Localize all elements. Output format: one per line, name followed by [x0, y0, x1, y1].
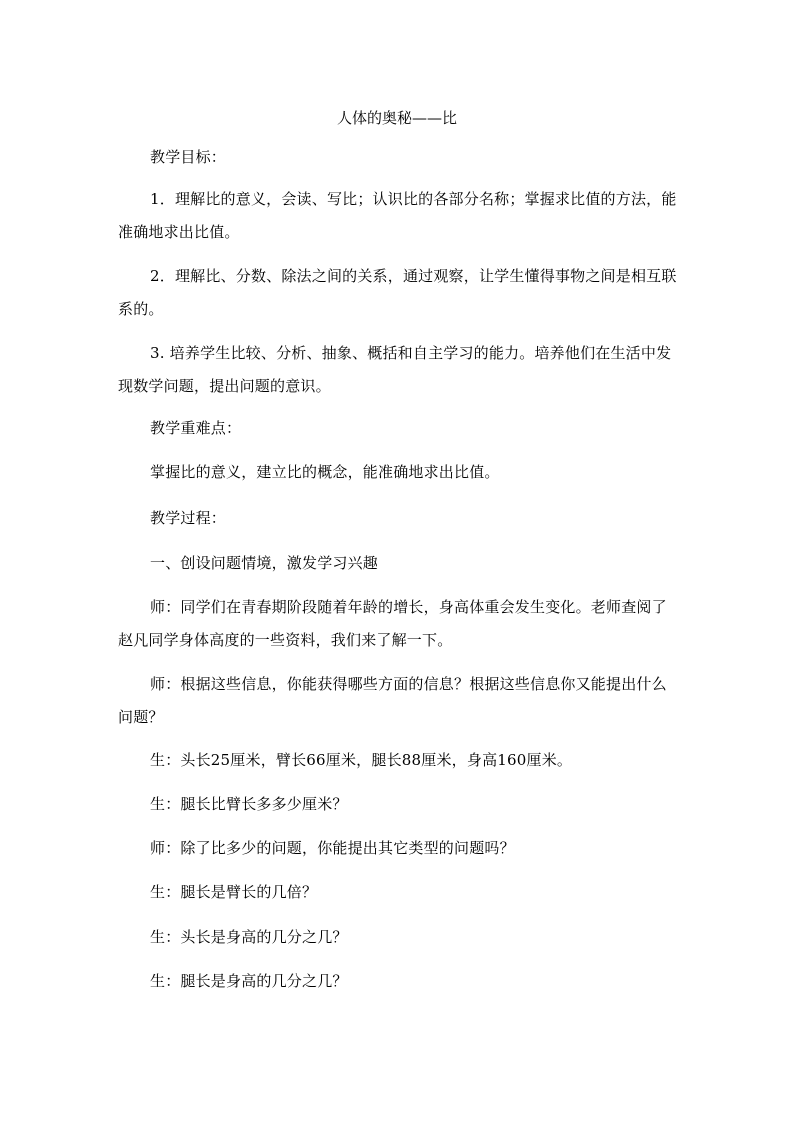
paragraph-student-1: 生：头长25厘米，臂长66厘米，腿长88厘米，身高160厘米。 [150, 751, 573, 769]
paragraph-teacher-1: 师：同学们在青春期阶段随着年龄的增长，身高体重会发生变化。老师查阅了赵凡同学身体高度的一些资料，我们来了解一下。 [118, 598, 667, 649]
paragraph-objective-1: 1．理解比的意义，会读、写比；认识比的各部分名称；掌握求比值的方法，能准确地求出比值。 [118, 190, 677, 241]
paragraph-objectives-heading: 教学目标： [150, 148, 227, 166]
paragraph-section-1: 一、创设问题情境，激发学习兴趣 [150, 554, 379, 572]
document-title: 人体的奥秘——比 [336, 109, 457, 127]
paragraph-student-2: 生：腿长比臂长多多少厘米？ [150, 795, 348, 813]
paragraph-student-5: 生：腿长是身高的几分之几？ [150, 972, 348, 990]
paragraph-objective-3: 3. 培养学生比较、分析、抽象、概括和自主学习的能力。培养他们在生活中发现数学问题，提出问题的意识。 [118, 344, 672, 395]
paragraph-student-3: 生：腿长是臂长的几倍？ [150, 883, 318, 901]
paragraph-teacher-2: 师：根据这些信息，你能获得哪些方面的信息？根据这些信息你又能提出什么问题？ [118, 675, 667, 726]
paragraph-key-points: 掌握比的意义，建立比的概念，能准确地求出比值。 [150, 463, 500, 481]
paragraph-teacher-3: 师：除了比多少的问题，你能提出其它类型的问题吗？ [150, 839, 515, 857]
paragraph-process-heading: 教学过程： [150, 509, 227, 527]
paragraph-key-points-heading: 教学重难点： [150, 419, 242, 437]
paragraph-objective-2: 2．理解比、分数、除法之间的关系，通过观察，让学生懂得事物之间是相互联系的。 [118, 267, 677, 318]
paragraph-student-4: 生：头长是身高的几分之几？ [150, 928, 348, 946]
